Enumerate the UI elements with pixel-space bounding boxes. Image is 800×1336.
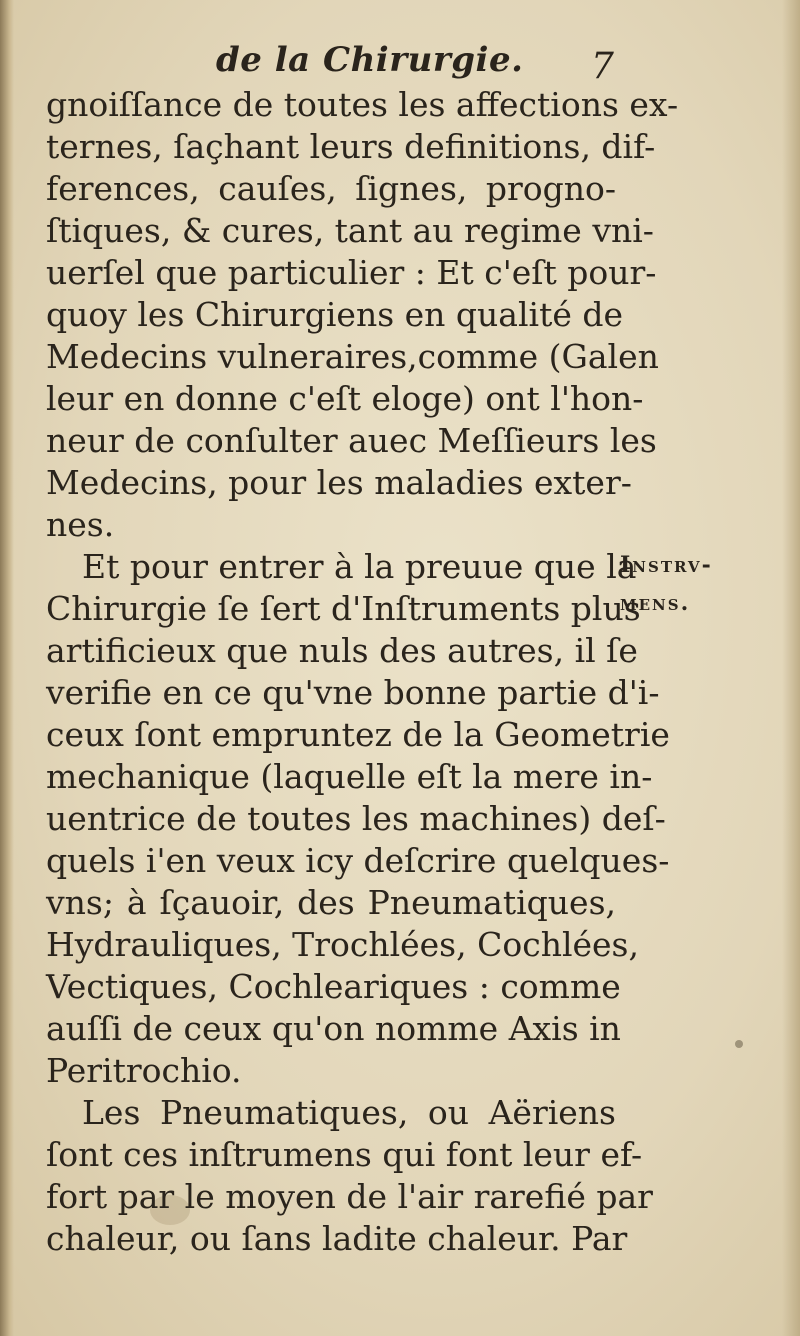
paper-spot [735, 1040, 743, 1048]
text-line: nes. [46, 505, 115, 544]
text-line: Et pour entrer à la preuue que la [82, 547, 637, 586]
page-number: 7 [591, 46, 614, 87]
text-line: Vectiques, Cochleariques : comme [46, 967, 621, 1006]
text-line: Hydrauliques, Trochlées, Cochlées, [46, 925, 639, 964]
marginal-note: mens. [620, 590, 691, 616]
text-line: fort par le moyen de l'air rarefié par [46, 1177, 653, 1216]
text-line: Medecins vulneraires,comme (Galen [46, 337, 659, 376]
text-line: uerſel que particulier : Et c'eſt pour- [46, 253, 657, 292]
text-line: Peritrochio. [46, 1051, 242, 1090]
page-header [46, 32, 626, 92]
text-line: neur de conſulter auec Meſſieurs les [46, 421, 657, 460]
text-line: ſtiques, & cures, tant au regime vni- [46, 211, 654, 250]
marginal-note: Instrv- [620, 552, 713, 578]
text-line: Les Pneumatiques, ou Aëriens [82, 1093, 616, 1132]
text-line: quoy les Chirurgiens en qualité de [46, 295, 624, 334]
text-line: ferences, cauſes, ſignes, progno- [46, 169, 616, 208]
text-line: artificieux que nuls des autres, il ſe [46, 631, 638, 670]
page-spine-shadow [0, 0, 14, 1336]
text-line: Chirurgie ſe ſert d'Inſtruments plus [46, 589, 641, 628]
text-line: mechanique (laquelle eſt la mere in- [46, 757, 653, 796]
text-line: quels i'en veux icy deſcrire quelques- [46, 841, 670, 880]
text-line: ceux ſont empruntez de la Geometrie [46, 715, 670, 754]
text-line: ſont ces inſtrumens qui font leur ef- [46, 1135, 643, 1174]
text-line: uentrice de toutes les machines) deſ- [46, 799, 666, 838]
page-edge-shadow [782, 0, 800, 1336]
text-line: ternes, ſaçhant leurs definitions, dif- [46, 127, 656, 166]
text-line: Medecins, pour les maladies exter- [46, 463, 632, 502]
text-line: auſſi de ceux qu'on nomme Axis in [46, 1009, 621, 1048]
running-title: de la Chirurgie. [216, 40, 524, 80]
text-line: verifie en ce qu'vne bonne partie d'i- [46, 673, 660, 712]
text-line: vns; à ſçauoir, des Pneumatiques, [46, 883, 616, 922]
text-line: chaleur, ou ſans ladite chaleur. Par [46, 1219, 628, 1258]
text-line: gnoiſſance de toutes les affections ex- [46, 85, 679, 124]
text-line: leur en donne c'eſt eloge) ont l'hon- [46, 379, 644, 418]
